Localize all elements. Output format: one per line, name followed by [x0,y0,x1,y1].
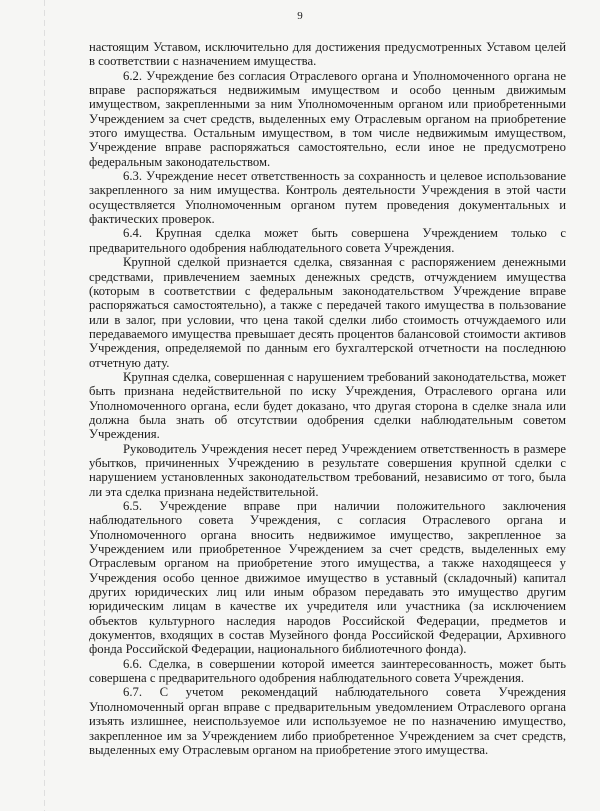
paragraph: настоящим Уставом, исключительно для достижения предусмотренных Уставом целей в соответствии с назначением имущества. [89,40,566,69]
scan-binding-edge [44,0,45,811]
page-number: 9 [297,10,303,22]
paragraph: 6.6. Сделка, в совершении которой имеется заинтересованность, может быть совершена с предварительного одобрения наблюдательного совета Учреждения. [89,656,566,686]
document-body [89,40,566,757]
paragraph: 6.3. Учреждение несет ответственность за сохранность и целевое использование закрепленного за ним имущества. Контроль деятельности Учреждения в этой части осуществляется Уполномоченным органом путем проведения документальных и фактических проверок. [89,169,566,227]
paragraph: Крупная сделка, совершенная с нарушением требований законодательства, может быть признана недействительной по иску Учреждения, Отраслевого органа или Уполномоченного органа, если будет доказано, что другая сторона в сделке знала или должна была знать об отсутствии одобрения сделки наблюдательным советом Учреждения. [89,369,566,442]
paragraph: 6.7. С учетом рекомендаций наблюдательного совета Учреждения Уполномоченный орган вправе с предварительным уведомлением Отраслевого органа изъять излишнее, неиспользуемое или используемое не по назначению имущество, закрепленное им за Учреждением либо приобретенное Учреждением за счет средств, выделенных ему Отраслевым органом на приобретение этого имущества. [89,685,566,757]
paragraph: Крупной сделкой признается сделка, связанная с распоряжением денежными средствами, привлечением заемных денежных средств, отчуждением имущества (которым в соответствии с федеральным законодательством Учреждение вправе распоряжаться самостоятельно), а также с передачей такого имущества в пользование или в залог, при условии, что цена такой сделки либо стоимость отчуждаемого или передаваемого имущества превышает десять процентов балансовой стоимости активов Учреждения, определяемой по данным его бухгалтерской отчетности на последнюю отчетную дату. [89,255,566,370]
paragraph: 6.4. Крупная сделка может быть совершена Учреждением только с предварительного одобрения наблюдательного совета Учреждения. [89,226,566,255]
paragraph: 6.5. Учреждение вправе при наличии положительного заключения наблюдательного совета Учреждения, с согласия Отраслевого органа и Уполномоченного органа вносить недвижимое имущество, закрепленное за Учреждением или приобретенное Учреждением за счет средств, выделенных ему Отраслевым органом на приобретение этого имущества, а также находящееся у Учреждения особо ценное движимое имущество в уставный (складочный) капитал других юридических лиц или иным образом передавать это имущество другим юридическим лицам в качестве их учредителя или участника (за исключением объектов культурного наследия народов Российской Федерации, предметов и документов, входящих в состав Музейного фонда Российской Федерации, Архивного фонда Российской Федерации, национального библиотечного фонда). [89,499,566,657]
paragraph: Руководитель Учреждения несет перед Учреждением ответственность в размере убытков, причиненных Учреждению в результате совершения крупной сделки с нарушением установленных законодательством требований, независимо от того, была ли эта сделка признана недействительной. [89,441,566,499]
paragraph: 6.2. Учреждение без согласия Отраслевого органа и Уполномоченного органа не вправе распоряжаться недвижимым имуществом и особо ценным движимым имуществом, закрепленными за ним Уполномоченным органом или приобретенными Учреждением за счет средств, выделенных ему Отраслевым органом на приобретение этого имущества. Остальным имуществом, в том числе недвижимым имуществом, Учреждение вправе распоряжаться самостоятельно, если иное не предусмотрено федеральным законодательством. [89,68,566,169]
